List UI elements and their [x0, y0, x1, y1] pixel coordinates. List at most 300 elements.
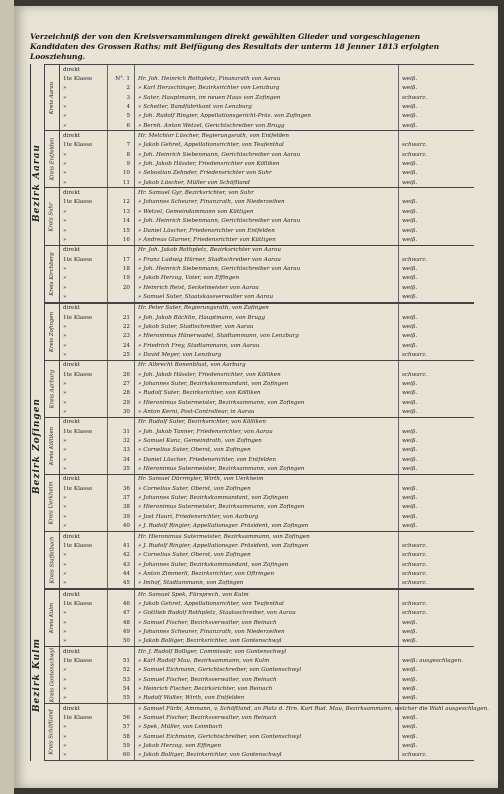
kreis-block — [44, 418, 474, 475]
result-cell: schwarz. — [402, 561, 428, 568]
number-cell: 6 — [108, 121, 135, 130]
number-cell: 53 — [108, 675, 135, 684]
klasse-cell: direkt — [60, 246, 108, 255]
table-row — [60, 512, 474, 521]
candidate-cell: » Andreas Glarner, Friedensrichter von Küttigen — [135, 235, 399, 244]
klasse-cell: 1te Klasse — [60, 255, 108, 264]
candidate-cell: » Bernh. Anton Wetzel, Gerichtschreiber von Brugg — [135, 121, 399, 130]
klasse-cell: » — [60, 407, 108, 416]
result-cell: weiß. — [402, 179, 418, 186]
result-cell: weiß. — [402, 333, 418, 340]
kreis-label — [44, 647, 60, 703]
candidate-cell: » Jakob Herzog, Vater, von Effingen — [135, 274, 399, 283]
district-name: Bezirk Zofingen — [32, 397, 43, 494]
table-row — [60, 637, 474, 646]
kreis-block — [44, 188, 474, 245]
candidate-cell: » J. Rudolf Ringier, Appellationsger. Präsident, von Zofingen — [135, 522, 399, 531]
result-cell: weiß. — [402, 284, 418, 291]
kreis-block — [44, 246, 474, 303]
table-row — [60, 455, 474, 464]
result-cell: weiß. — [402, 686, 418, 693]
result-cell: schwarz. — [402, 600, 428, 607]
result-cell: weiß. — [402, 275, 418, 282]
klasse-cell: » — [60, 169, 108, 178]
klasse-cell: » — [60, 84, 108, 93]
number-cell: 8 — [108, 150, 135, 159]
number-cell: 4 — [108, 102, 135, 111]
klasse-cell: » — [60, 389, 108, 398]
klasse-cell: » — [60, 436, 108, 445]
klasse-cell: » — [60, 292, 108, 301]
klasse-cell: » — [60, 741, 108, 750]
result-cell: weiß. — [402, 170, 418, 177]
number-cell: 18 — [108, 264, 135, 273]
kreis-rows — [60, 304, 474, 360]
kreis-name: Kreis Aarburg — [49, 369, 56, 409]
candidate-cell: Hr. Samuel Dürrmyler, Wirth, von Uerkheim — [135, 475, 399, 484]
result-cell: weiß. — [402, 619, 418, 626]
klasse-cell: » — [60, 226, 108, 235]
number-cell: 48 — [108, 618, 135, 627]
candidate-cell: » Johannes Suter, Bezirkskommandant, von Zofingen — [135, 560, 399, 569]
result-cell: weiß. — [402, 695, 418, 702]
result-cell: weiß. — [402, 724, 418, 731]
klasse-cell: » — [60, 684, 108, 693]
kreis-block — [44, 647, 474, 704]
district-kreise — [44, 589, 489, 761]
klasse-cell: » — [60, 512, 108, 521]
number-cell: 28 — [108, 389, 135, 398]
result-cell: weiß. — [402, 76, 418, 83]
table-row — [60, 704, 489, 713]
klasse-cell: » — [60, 112, 108, 121]
candidate-cell: » Jakob Bolliger, Bezirksrichter, von Gontenschwyl — [135, 637, 399, 646]
kreis-label — [44, 361, 60, 417]
result-cell: weiß. — [402, 504, 418, 511]
district-name: Bezirk Kulm — [32, 637, 42, 713]
result-cell: schwarz. — [402, 570, 428, 577]
klasse-cell: » — [60, 493, 108, 502]
candidate-cell: » Johannes Suter, Bezirkskommandant, von Zofingen — [135, 379, 399, 388]
kreis-block — [44, 704, 489, 761]
candidate-cell: Hr. Joh. Jakob Rothpletz, Bezirksrichter von Aarau — [135, 246, 399, 255]
table-row — [60, 65, 474, 74]
table-row — [60, 751, 474, 760]
number-cell — [108, 246, 135, 255]
table-row — [60, 292, 474, 301]
result-cell: weiß. — [402, 628, 418, 635]
klasse-cell: » — [60, 341, 108, 350]
candidate-cell: » Jost Hauri, Friedensrichter, von Aarburg — [135, 512, 399, 521]
kreis-rows — [60, 418, 474, 474]
table-row — [60, 741, 474, 750]
number-cell: 30 — [108, 407, 135, 416]
candidate-cell: » Joh. Rudolf Ringier, Appellationsgericht-Präs. von Zofingen — [135, 112, 399, 121]
number-cell: 23 — [108, 332, 135, 341]
table-row — [60, 666, 474, 675]
number-cell: 19 — [108, 274, 135, 283]
number-cell: 32 — [108, 436, 135, 445]
table-row — [60, 436, 474, 445]
number-cell: 12 — [108, 198, 135, 207]
number-cell: 54 — [108, 684, 135, 693]
result-cell: weiß. — [402, 199, 418, 206]
table-row — [60, 322, 474, 331]
candidate-cell: Hr. Samuel Spek, Fürsprech, von Kulm — [135, 590, 399, 599]
number-cell — [108, 304, 135, 313]
district-block — [30, 64, 474, 303]
table-row — [60, 579, 474, 588]
klasse-cell: 1te Klasse — [60, 484, 108, 493]
number-cell: 2 — [108, 84, 135, 93]
number-cell: 44 — [108, 569, 135, 578]
klasse-cell: 1te Klasse — [60, 313, 108, 322]
number-cell: 59 — [108, 741, 135, 750]
kreis-block — [44, 361, 474, 418]
kreis-rows — [60, 188, 474, 244]
table-row — [60, 560, 474, 569]
candidate-cell: » Joh. Jakob Hässler, Friedensrichter von Kölliken — [135, 159, 399, 168]
table-row — [60, 684, 474, 693]
klasse-cell: » — [60, 666, 108, 675]
number-cell: 40 — [108, 522, 135, 531]
number-cell: 52 — [108, 666, 135, 675]
table-row — [60, 493, 474, 502]
candidate-cell: » Samuel Fischer, Bezirksverwalter, von Reinach — [135, 675, 399, 684]
result-cell: weiß. — [402, 227, 418, 234]
result-cell: weiß. — [402, 523, 418, 530]
district-label — [31, 303, 43, 589]
table-row — [60, 647, 474, 656]
number-cell: 3 — [108, 93, 135, 102]
kreis-rows — [60, 590, 474, 646]
candidate-cell: » Joh. Jakob Hässler, Friedensrichter, von Kölliken — [135, 370, 399, 379]
klasse-cell: direkt — [60, 532, 108, 541]
kreis-rows — [60, 704, 489, 760]
klasse-cell: » — [60, 446, 108, 455]
number-cell: 41 — [108, 541, 135, 550]
number-cell: 55 — [108, 694, 135, 703]
number-cell: 49 — [108, 627, 135, 636]
result-cell: schwarz. — [402, 256, 428, 263]
klasse-cell: direkt — [60, 647, 108, 656]
result-cell: schwarz. — [402, 371, 428, 378]
result-cell: weiß. — [402, 513, 418, 520]
table-row — [60, 713, 474, 722]
number-cell: 13 — [108, 207, 135, 216]
number-cell: 50 — [108, 637, 135, 646]
number-cell — [108, 361, 135, 370]
result-cell: schwarz. — [402, 142, 428, 149]
table-row — [60, 370, 474, 379]
candidate-cell: » Hieronimus Sutermeister, Bezirksammann, von Zofingen — [135, 464, 399, 473]
result-cell: weiß. — [402, 236, 418, 243]
candidate-cell: » Karl Herzschinger, Bezirksrichter von Lenzburg — [135, 84, 399, 93]
number-cell: 25 — [108, 350, 135, 359]
klasse-cell: » — [60, 675, 108, 684]
kreis-name: Kreis Kirchberg — [49, 251, 55, 296]
kreis-label — [44, 475, 60, 531]
table-row — [60, 226, 474, 235]
result-cell: weiß. — [402, 495, 418, 502]
result-cell: weiß. — [402, 104, 418, 111]
candidate-cell: » Friedrich Frey, Stadtammann, von Aarau — [135, 341, 399, 350]
table-row — [60, 341, 474, 350]
klasse-cell: direkt — [60, 475, 108, 484]
table-row — [60, 551, 474, 560]
table-row — [60, 178, 474, 187]
result-cell: weiß. — [402, 314, 418, 321]
klasse-cell: direkt — [60, 304, 108, 313]
table-row — [60, 188, 474, 197]
candidate-cell: » Jakob Lüscher, Müller von Schöftland — [135, 178, 399, 187]
table-row — [60, 609, 474, 618]
candidate-cell: » Samuel Fischer, Bezirksverwalter, von Reinach — [135, 713, 399, 722]
table-row — [60, 112, 474, 121]
number-cell: 10 — [108, 169, 135, 178]
number-cell: 11 — [108, 178, 135, 187]
candidate-cell: » Samuel Eichmann, Gerichtschreiber, von Gontenschwyl — [135, 666, 399, 675]
kreis-label — [44, 304, 60, 360]
number-cell: 36 — [108, 484, 135, 493]
table-row — [60, 398, 474, 407]
candidate-cell: » Gottlieb Rudolf Rothpletz, Staatsschreiber, von Aarau — [135, 609, 399, 618]
result-cell: schwarz. — [402, 610, 428, 617]
table-row — [60, 246, 474, 255]
result-cell: weiß. — [402, 122, 418, 129]
candidate-cell: Hr. Peter Suter, Regierungsrath, von Zofingen — [135, 304, 399, 313]
klasse-cell: » — [60, 694, 108, 703]
candidate-cell: » Samuel Fischer, Bezirksverwalter, von Reinach — [135, 618, 399, 627]
kreis-rows — [60, 647, 474, 703]
table-row — [60, 255, 474, 264]
klasse-cell: » — [60, 503, 108, 512]
candidate-cell: Hr. J. Rudolf Bolliger, Commissär, von Gontenschwyl — [135, 647, 399, 656]
table-row — [60, 198, 474, 207]
klasse-cell: 1te Klasse — [60, 74, 108, 83]
klasse-cell: direkt — [60, 418, 108, 427]
number-cell: 7 — [108, 141, 135, 150]
table-row — [60, 207, 474, 216]
klasse-cell: » — [60, 93, 108, 102]
number-cell — [108, 647, 135, 656]
klasse-cell: 1te Klasse — [60, 427, 108, 436]
number-cell: 24 — [108, 341, 135, 350]
klasse-cell: » — [60, 455, 108, 464]
candidate-cell: » Samuel Suter, Staatskassverwalter von Aarau — [135, 292, 399, 301]
kreis-name: Kreis Suhr — [49, 201, 55, 232]
table-row — [60, 484, 474, 493]
number-cell: 42 — [108, 551, 135, 560]
klasse-cell: » — [60, 751, 108, 760]
candidate-cell: » Cornelius Suter, Oberst, von Zofingen — [135, 484, 399, 493]
kreis-name: Kreis Aarau — [49, 81, 55, 114]
result-cell: weiß. — [402, 428, 418, 435]
klasse-cell: 1te Klasse — [60, 370, 108, 379]
number-cell — [108, 65, 135, 74]
district-kreise — [44, 64, 474, 303]
candidate-cell: » Heinrich Reist, Seckelmeister von Aarau — [135, 283, 399, 292]
number-cell: 27 — [108, 379, 135, 388]
table-row — [60, 522, 474, 531]
number-cell — [108, 532, 135, 541]
kreis-name: Kreis Gontenschwyl — [49, 647, 55, 703]
klasse-cell: » — [60, 207, 108, 216]
district-label — [31, 589, 43, 761]
candidate-cell: » Jakob Herzog, von Effingen — [135, 741, 399, 750]
candidate-cell: » Joh. Jakob Tanner, Friedensrichter, von Aarau — [135, 427, 399, 436]
klasse-cell: 1te Klasse — [60, 198, 108, 207]
klasse-cell: » — [60, 464, 108, 473]
table-row — [60, 121, 474, 130]
number-cell: 17 — [108, 255, 135, 264]
kreis-block — [44, 532, 474, 589]
number-cell: 22 — [108, 322, 135, 331]
klasse-cell: 1te Klasse — [60, 599, 108, 608]
kreis-label — [44, 131, 60, 187]
kreis-label — [44, 246, 60, 302]
kreis-name: Kreis Uerkheim — [49, 481, 56, 525]
candidate-cell: » Hieronimus Sutermeister, Bezirksammann, von Zofingen — [135, 503, 399, 512]
candidate-cell: Hr. Hieronimus Sutermeister, Bezirksammann, von Zofingen — [135, 532, 399, 541]
number-cell: 45 — [108, 579, 135, 588]
kreis-label — [44, 532, 60, 588]
candidate-cell: » Wetzel, Gemeindammann von Küttigen — [135, 207, 399, 216]
klasse-cell: » — [60, 732, 108, 741]
table-row — [60, 694, 474, 703]
table-row — [60, 407, 474, 416]
candidate-cell: » Johannes Scheurer, Finanzrath, von Niederzeihen — [135, 198, 399, 207]
kreis-label — [44, 418, 60, 474]
number-cell: 37 — [108, 493, 135, 502]
table-row — [60, 732, 474, 741]
result-cell: weiß. — [402, 485, 418, 492]
number-cell: 33 — [108, 446, 135, 455]
result-cell: weiß. — [402, 161, 418, 168]
result-cell: weiß. — [402, 113, 418, 120]
candidate-cell: » Daniel Lüscher, Friedensrichter von Entfelden — [135, 226, 399, 235]
number-cell: 21 — [108, 313, 135, 322]
table-row — [60, 656, 474, 665]
klasse-cell: » — [60, 560, 108, 569]
number-cell: 16 — [108, 235, 135, 244]
klasse-cell: » — [60, 350, 108, 359]
candidate-cell: » Suter, Hauptmann, im neuen Haus von Zofingen — [135, 93, 399, 102]
klasse-cell: direkt — [60, 590, 108, 599]
kreis-label — [44, 590, 60, 646]
result-cell: schwarz. — [402, 580, 428, 587]
candidate-cell: » Karl Rudolf Mau, Bezirksammann, von Kulm — [135, 656, 399, 665]
klasse-cell: direkt — [60, 188, 108, 197]
klasse-cell: » — [60, 332, 108, 341]
number-cell: 39 — [108, 512, 135, 521]
table-row — [60, 304, 474, 313]
number-cell: 31 — [108, 427, 135, 436]
kreis-name: Kreis Kulm — [49, 602, 55, 634]
candidate-cell: » Jakob Gehret, Appellationsrichter, von Teufenthal — [135, 599, 399, 608]
document-title: Verzeichniß der von den Kreisversammlungen direkt gewählten Glieder und vorgeschlagenen Kandidaten des Grossen Raths; mit Beifügung des Resultats der unterm 18 Jenner 1813 erfolgten Loosziehung. — [30, 32, 440, 61]
klasse-cell: » — [60, 274, 108, 283]
result-cell: weiß. — [402, 456, 418, 463]
klasse-cell: » — [60, 283, 108, 292]
result-cell: weiß. — [402, 733, 418, 740]
candidate-cell: » Anton Zimmerli, Bezirksrichter, von Oftringen — [135, 569, 399, 578]
number-cell: 26 — [108, 370, 135, 379]
klasse-cell: direkt — [60, 65, 108, 74]
result-cell: weiß. — [402, 638, 418, 645]
table-row — [60, 350, 474, 359]
number-cell: 60 — [108, 751, 135, 760]
candidate-cell: » Joh. Heinrich Siebenmann, Gerichtschreiber von Aarau — [135, 217, 399, 226]
kreis-block — [44, 475, 474, 532]
number-cell: 9 — [108, 159, 135, 168]
candidate-cell: Hr. Samuel Gyr, Bezirksrichter, von Suhr — [135, 188, 399, 197]
table-row — [60, 102, 474, 111]
table-row — [60, 283, 474, 292]
number-cell: 56 — [108, 713, 135, 722]
klasse-cell: » — [60, 609, 108, 618]
candidate-cell: » Samuel Eichmann, Gerichtschreiber, von Gontenschwyl — [135, 732, 399, 741]
number-cell: 58 — [108, 732, 135, 741]
candidate-cell: Hr. Joh. Heinrich Rothpletz, Finanzrath von Aarau — [135, 74, 399, 83]
table-row — [60, 446, 474, 455]
table-row — [60, 379, 474, 388]
klasse-cell: » — [60, 551, 108, 560]
table-row — [60, 475, 474, 484]
candidate-cell: » Cornelius Suter, Oberst, von Zofingen — [135, 551, 399, 560]
number-cell: 14 — [108, 217, 135, 226]
binding-edge — [0, 0, 14, 794]
candidate-cell: » Hieronimus Sutermeister, Bezirksammann, von Zofingen — [135, 398, 399, 407]
kreis-rows — [60, 246, 474, 302]
candidate-cell: » Spek, Müller, von Leimbach — [135, 723, 399, 732]
kreis-label — [44, 704, 60, 760]
candidate-cell: » Imhof, Stadtammann, von Zofingen — [135, 579, 399, 588]
klasse-cell: » — [60, 322, 108, 331]
table-row — [60, 590, 474, 599]
candidate-cell: » Joh. Heinrich Siebenmann, Gerichtschreiber von Aarau — [135, 264, 399, 273]
table-row — [60, 264, 474, 273]
number-cell — [108, 475, 135, 484]
result-cell: weiß. — [402, 743, 418, 750]
klasse-cell: 1te Klasse — [60, 141, 108, 150]
candidate-cell: » David Meyer, von Lenzburg — [135, 350, 399, 359]
klasse-cell: direkt — [60, 704, 108, 713]
table-row — [60, 599, 474, 608]
number-cell: N°. 1 — [108, 74, 135, 83]
kreis-block — [44, 590, 474, 647]
candidate-cell: » Rudolf Walter, Wirth, von Entfelden — [135, 694, 399, 703]
table-row — [60, 313, 474, 322]
number-cell: 38 — [108, 503, 135, 512]
result-cell: weiß. — [402, 715, 418, 722]
klasse-cell: » — [60, 178, 108, 187]
kreis-rows — [60, 532, 474, 588]
result-cell: weiß. — [402, 409, 418, 416]
klasse-cell: » — [60, 579, 108, 588]
kandidaten-table — [30, 64, 489, 761]
number-cell: 5 — [108, 112, 135, 121]
kreis-rows — [60, 65, 474, 130]
table-row — [60, 217, 474, 226]
klasse-cell: » — [60, 398, 108, 407]
result-cell: weiß. — [402, 208, 418, 215]
number-cell — [108, 131, 135, 140]
candidate-cell: » Daniel Lüscher, Friedensrichter, von Entfelden — [135, 455, 399, 464]
result-cell: weiß. — [402, 218, 418, 225]
district-block — [30, 303, 474, 589]
candidate-cell: » Franz Ludwig Hürner, Stadtschreiber von Aarau — [135, 255, 399, 264]
